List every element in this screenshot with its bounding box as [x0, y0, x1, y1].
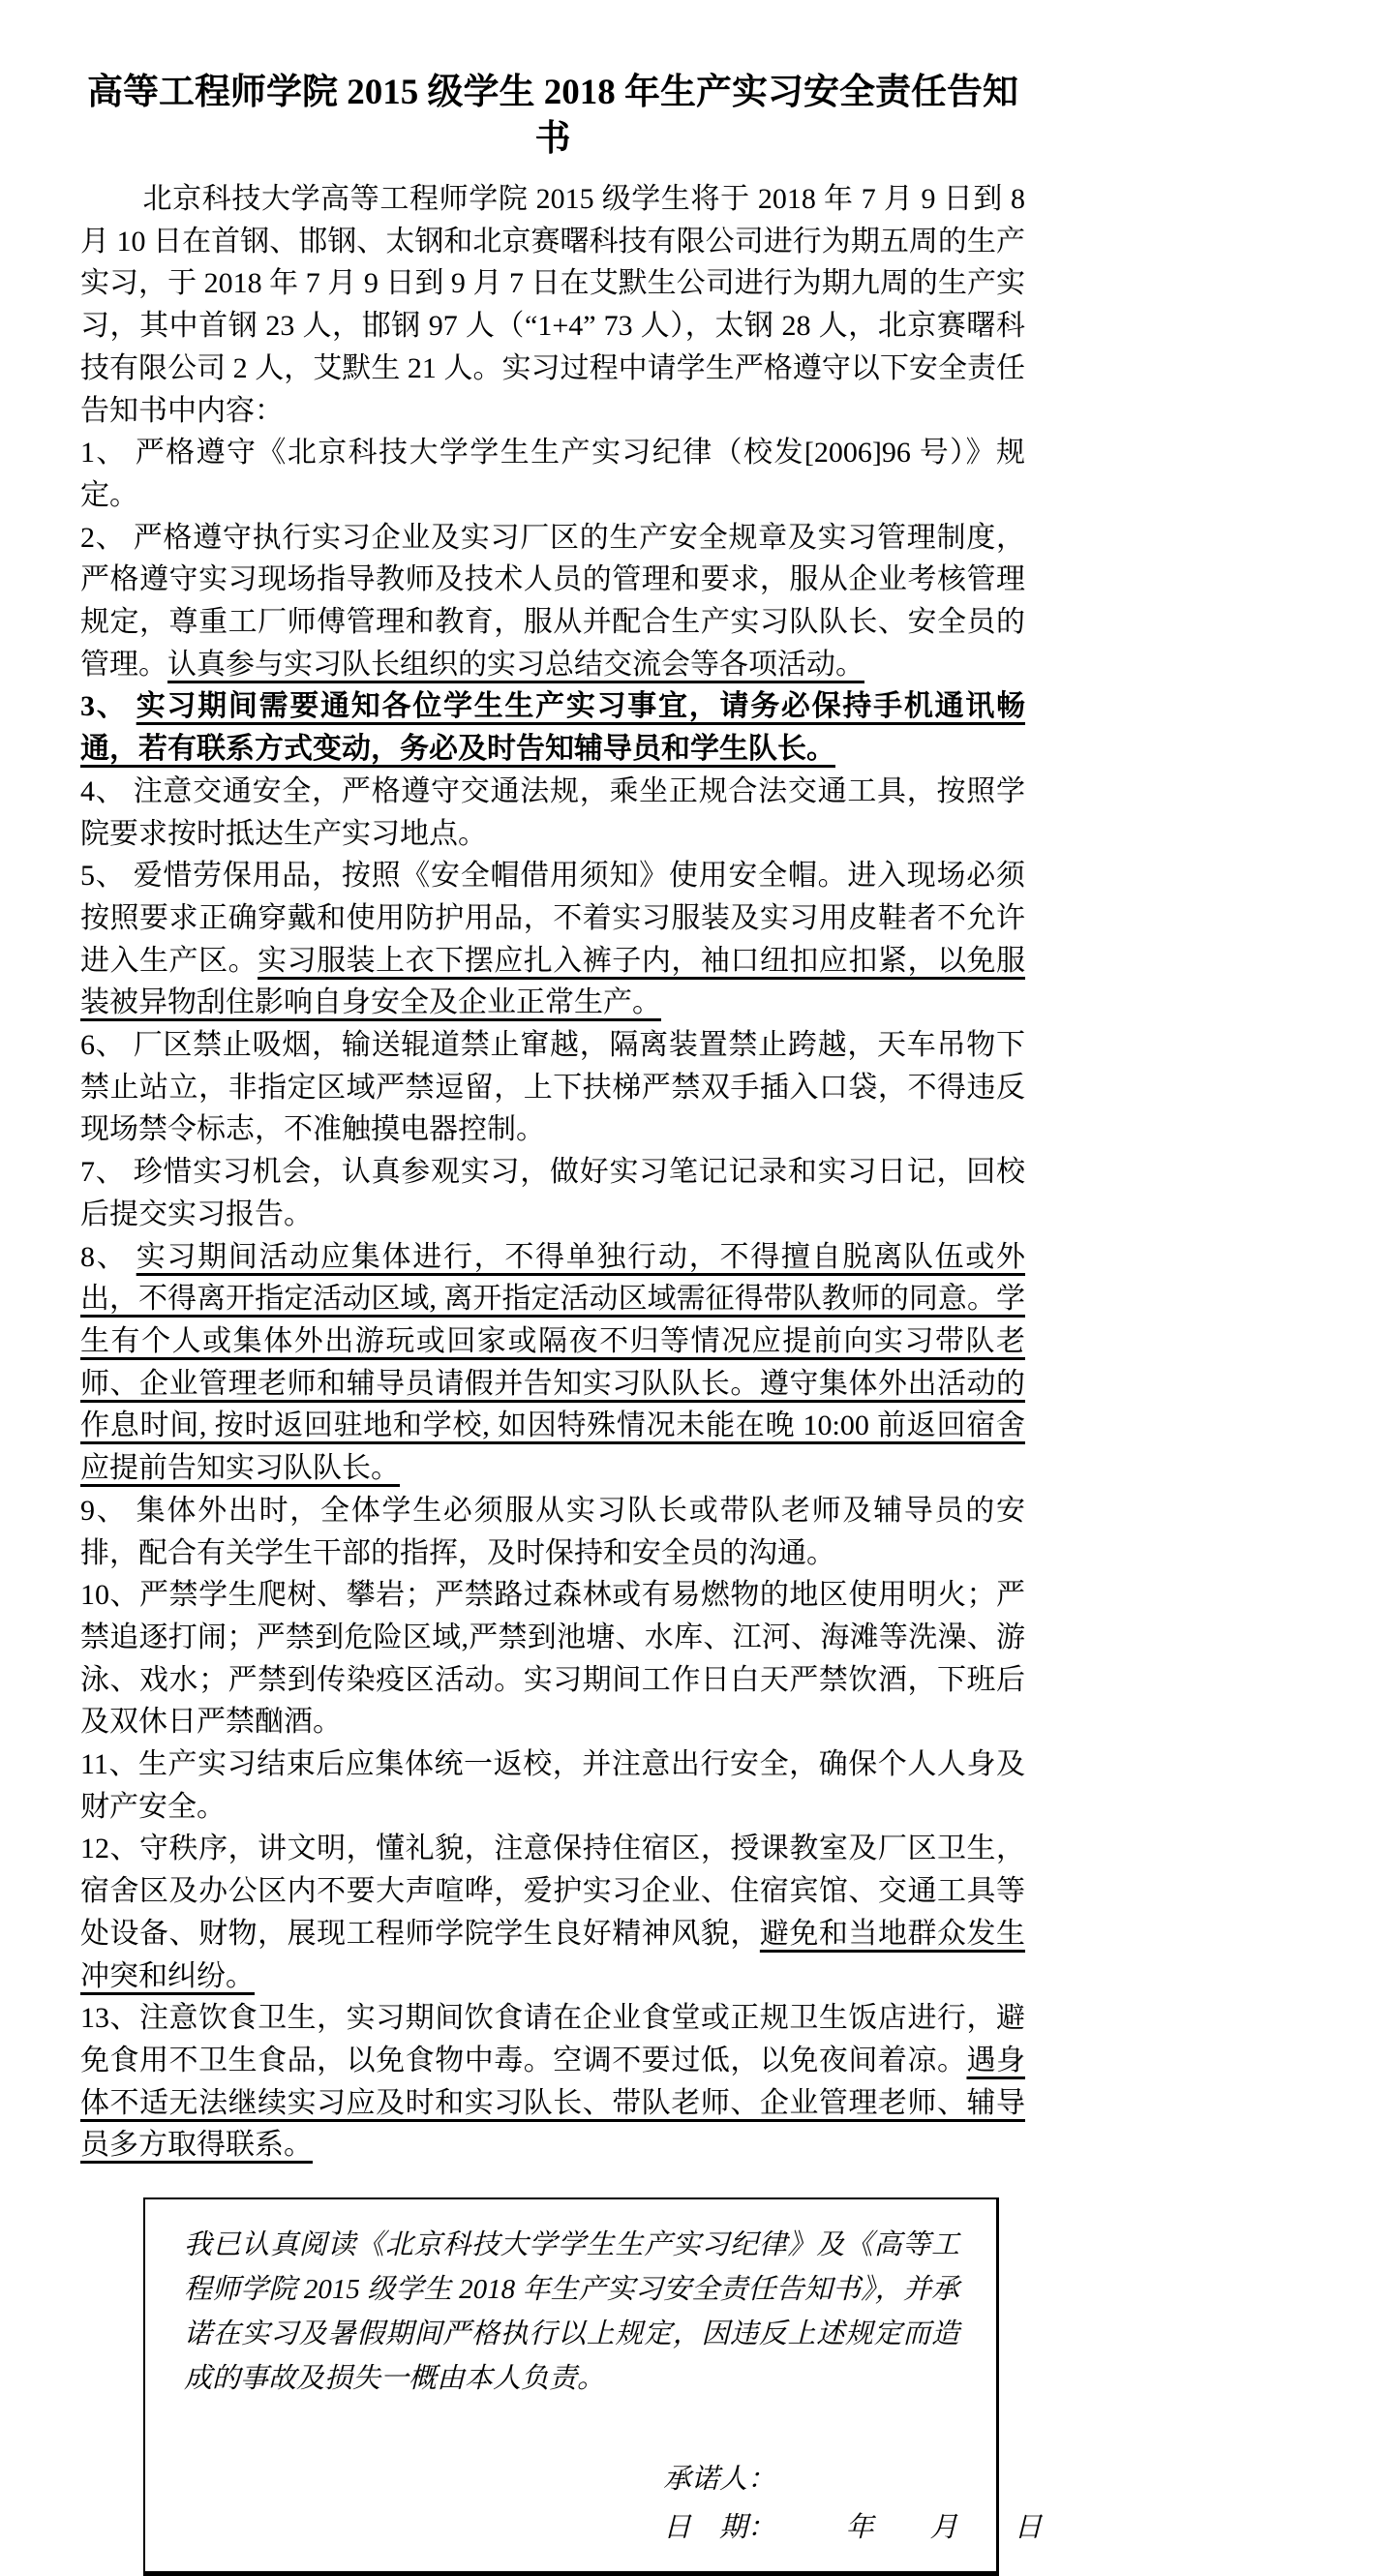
signature-block — [663, 2455, 1043, 2552]
text-segment: 8、 — [80, 1240, 136, 1273]
text-segment: 避免和当地群众发生冲突和纠纷。 — [80, 1917, 1026, 1992]
text-segment: 北京科技大学高等工程师学院 2015 级学生将于 2018 年 7 月 9 日到 8 月 10 日在首钢、邯钢、太钢和北京赛曙科技有限公司进行为期五周的生产实习，于 2018 年 7 月 9 日到 9 月 7 日在艾默生公司进行为期九周的生产实习，其中首钢 23 人，邯钢 97 人（“1+4” 73 人），太钢 28 人，北京赛曙科技有限公司 2 人，艾默生 21 人。实习过程中请学生严格遵守以下安全责任告知书中内容： — [80, 183, 1025, 427]
text-segment: 13、注意饮食卫生，实习期间饮食请在企业食堂或正规卫生饭店进行，避免食用不卫生食品，以免食物中毒。空调不要过低，以免夜间着凉。 — [80, 2002, 1025, 2076]
paragraph — [80, 1024, 1025, 1151]
text-segment: 5、 爱惜劳保用品，按照《安全帽借用须知》使用安全帽。进入现场必须按照要求正确穿戴和使用防护用品，不着实习服装及实习用皮鞋者不允许进入生产区。 — [80, 860, 1025, 977]
paragraph — [80, 178, 1025, 432]
signer-line: 承诺人： — [663, 2464, 776, 2496]
paragraph — [80, 432, 1025, 516]
document-body — [80, 178, 1025, 2167]
pledge-text: 我已认真阅读《北京科技大学学生生产实习纪律》及《高等工程师学院 2015 级学生 2018 年生产实习安全责任告知书》，并承诺在实习及暑假期间严格执行以上规定，因违反上述规定而造成的事故及损失一概由本人负责。 — [184, 2229, 959, 2395]
text-segment: 实习期间活动应集体进行，不得单独行动，不得擅自脱离队伍或外出，不得离开指定活动区域, 离开指定活动区域需征得带队教师的同意。学生有个人或集体外出游玩或回家或隔夜不归等情况应提前向实习带队老师、企业管理老师和辅导员请假并告知实习队队长。遵守集体外出活动的作息时间, 按时返回驻地和学校, 如因特殊情况未能在晚 10:00 前返回宿舍应提前告知实习队队长。 — [80, 1240, 1026, 1485]
text-segment: 遇身体不适无法继续实习应及时和实习队长、带队老师、企业管理老师、辅导员多方取得联系。 — [80, 2044, 1026, 2162]
paragraph — [80, 1490, 1025, 1574]
text-segment: 12、守秩序，讲文明，懂礼貌，注意保持住宿区，授课教室及厂区卫生，宿舍区及办公区内不要大声喧哗，爱护实习企业、住宿宾馆、交通工具等处设备、财物，展现工程师学院学生良好精神风貌， — [80, 1833, 1025, 1950]
document-title: 高等工程师学院 2015 级学生 2018 年生产实习安全责任告知书 — [87, 73, 1018, 159]
pledge-box — [143, 2197, 1043, 2576]
text-segment: 11、生产实习结束后应集体统一返校，并注意出行安全，确保个人人身及财产安全。 — [80, 1748, 1025, 1823]
document-content — [80, 70, 1043, 2576]
date-line: 日 期： 年 月 日 — [663, 2512, 1043, 2544]
paragraph — [80, 1997, 1025, 2167]
text-segment: 9、 集体外出时，全体学生必须服从实习队长或带队老师及辅导员的安排，配合有关学生干部的指挥，及时保持和安全员的沟通。 — [80, 1494, 1025, 1569]
paragraph — [80, 855, 1025, 1024]
text-segment: 7、 珍惜实习机会，认真参观实习，做好实习笔记记录和实习日记，回校后提交实习报告。 — [80, 1156, 1025, 1230]
text-segment: 认真参与实习队长组织的实习总结交流会等各项活动。 — [167, 648, 864, 681]
paragraph — [80, 1743, 1025, 1828]
paragraph — [80, 1828, 1025, 1997]
paragraph — [80, 1151, 1025, 1235]
text-segment: 实习期间需要通知各位学生生产实习事宜，请务必保持手机通讯畅通，若有联系方式变动，务必及时告知辅导员和学生队长。 — [80, 690, 1026, 766]
paragraph — [80, 1574, 1025, 1743]
paragraph — [80, 771, 1025, 855]
paragraph — [80, 685, 1025, 770]
text-segment: 实习服装上衣下摆应扎入裤子内，袖口纽扣应扣紧，以免服装被异物刮住影响自身安全及企业正常生产。 — [80, 944, 1026, 1019]
text-segment: 6、 厂区禁止吸烟，输送辊道禁止窜越，隔离装置禁止跨越，天车吊物下禁止站立，非指定区域严禁逗留，上下扶梯严禁双手插入口袋，不得违反现场禁令标志，不准触摸电器控制。 — [80, 1029, 1025, 1146]
text-segment: 2、 严格遵守执行实习企业及实习厂区的生产安全规章及实习管理制度，严格遵守实习现场指导教师及技术人员的管理和要求，服从企业考核管理规定，尊重工厂师傅管理和教育，服从并配合生产实习队队长、安全员的管理。 — [80, 521, 1025, 681]
paragraph — [80, 1236, 1025, 1490]
text-segment: 4、 注意交通安全，严格遵守交通法规，乘坐正规合法交通工具，按照学院要求按时抵达生产实习地点。 — [80, 774, 1025, 850]
text-segment: 3、 — [80, 690, 136, 723]
text-segment: 10、严禁学生爬树、攀岩；严禁路过森林或有易燃物的地区使用明火；严禁追逐打闹；严禁到危险区域,严禁到池塘、水库、江河、海滩等洗澡、游泳、戏水；严禁到传染疫区活动。实习期间工作日白天严禁饮酒，下班后及双休日严禁酗酒。 — [80, 1579, 1025, 1739]
text-segment: 1、 严格遵守《北京科技大学学生生产实习纪律（校发[2006]96 号）》规定。 — [80, 437, 1025, 511]
paragraph — [80, 517, 1025, 686]
